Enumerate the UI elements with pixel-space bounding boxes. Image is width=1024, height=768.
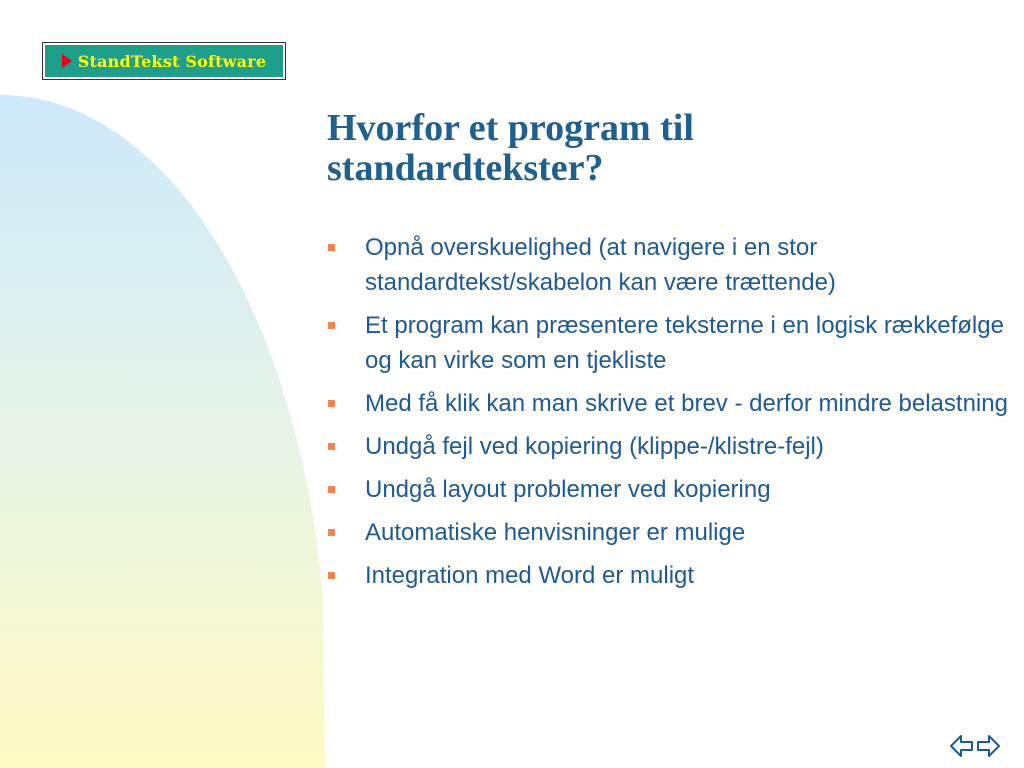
bullet-list <box>328 230 1008 601</box>
bullet-text: Opnå overskuelighed (at navigere i en stor standardtekst/skabelon kan være trættende) <box>365 234 836 296</box>
bullet-text: Med få klik kan man skrive et brev - derfor mindre belastning <box>365 390 1008 417</box>
logo-inner <box>45 45 283 77</box>
bullet-item <box>328 230 1008 300</box>
bullet-item <box>328 386 1008 421</box>
square-bullet-icon <box>328 244 335 251</box>
bullet-text: Undgå layout problemer ved kopiering <box>365 476 771 503</box>
square-bullet-icon <box>328 486 335 493</box>
bullet-text: Automatiske henvisninger er mulige <box>365 519 746 546</box>
logo-banner <box>42 42 286 80</box>
arrow-right-outline-icon[interactable] <box>976 733 1000 759</box>
bullet-item <box>328 558 1008 593</box>
bullet-item <box>328 515 1008 550</box>
background-gradient-shape <box>0 0 340 768</box>
play-triangle-icon <box>62 54 72 68</box>
square-bullet-icon <box>328 529 335 536</box>
square-bullet-icon <box>328 322 335 329</box>
bullet-item <box>328 472 1008 507</box>
slide-navigation <box>950 733 1000 759</box>
bullet-text: Integration med Word er muligt <box>365 562 695 589</box>
logo-text: StandTekst Software <box>77 51 267 71</box>
arrow-left-outline-icon[interactable] <box>950 733 974 759</box>
square-bullet-icon <box>328 400 335 407</box>
bullet-text: Et program kan præsentere teksterne i en logisk rækkefølge og kan virke som en tjekliste <box>365 312 1004 374</box>
bullet-text: Undgå fejl ved kopiering (klippe-/klistre-fejl) <box>365 433 824 460</box>
bullet-item <box>328 308 1008 378</box>
bullet-item <box>328 429 1008 464</box>
square-bullet-icon <box>328 572 335 579</box>
slide-title: Hvorfor et program til standardtekster? <box>327 107 694 189</box>
square-bullet-icon <box>328 443 335 450</box>
